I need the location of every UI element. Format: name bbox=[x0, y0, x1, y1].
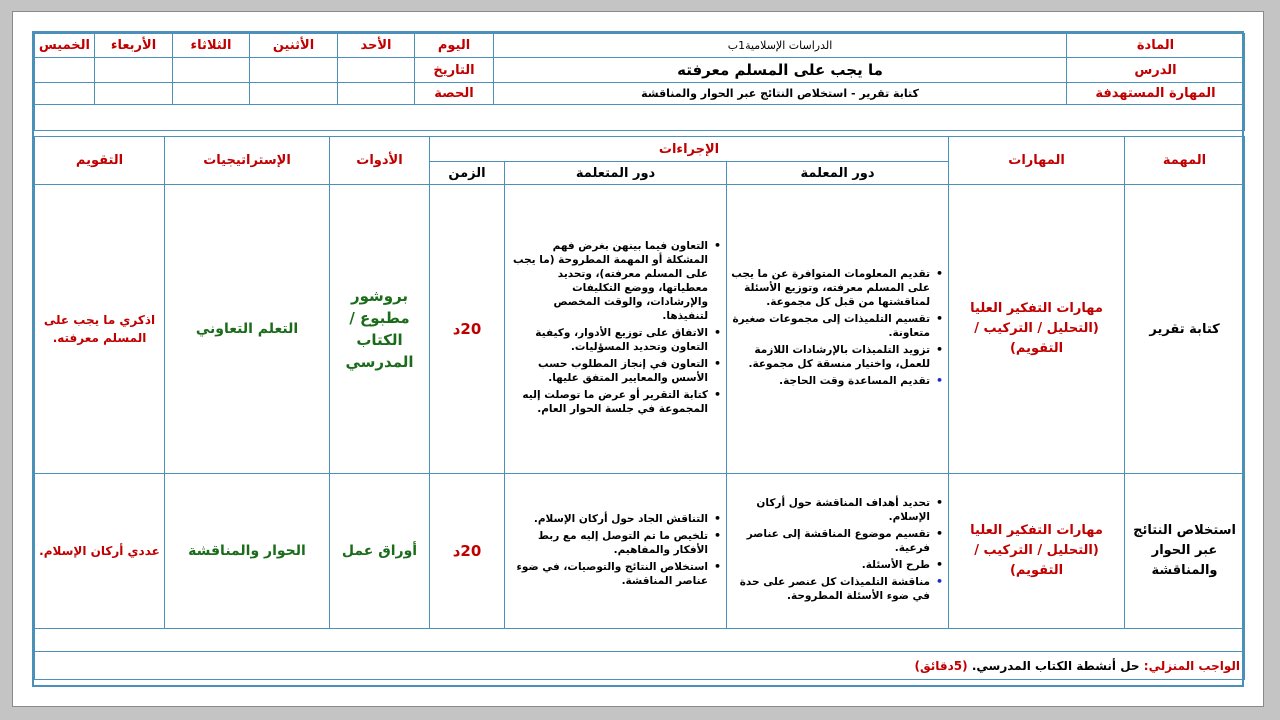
bullet-icon: • bbox=[936, 374, 944, 387]
skills-cell: مهارات التفكير العليا (التحليل / التركيب / التقويم) bbox=[949, 185, 1125, 474]
plan-table bbox=[34, 136, 1245, 680]
list-item: • تقسيم التلميذات إلى مجموعات صغيرة متعاونة. bbox=[732, 312, 944, 339]
list-item: • التعاون في إنجاز المطلوب حسب الأسس والمعايير المتفق عليها. bbox=[538, 357, 722, 384]
list-item: • تلخيص ما تم التوصل إليه مع ربط الأفكار والمفاهيم. bbox=[538, 528, 722, 556]
date-cell-5 bbox=[35, 58, 95, 83]
list-item: • تزويد التلميذات بالإرشادات اللازمة للعمل، واختيار منسقة كل مجموعة. bbox=[748, 343, 944, 370]
col-procedures: الإجراءات bbox=[430, 137, 949, 162]
teacher-role-cell bbox=[727, 185, 949, 474]
assessment-cell: اذكري ما يجب على المسلم معرفته. bbox=[35, 185, 165, 474]
time-cell: 20د bbox=[430, 474, 505, 629]
homework-time: (5دقائق) bbox=[914, 658, 968, 673]
day-label: اليوم bbox=[415, 34, 494, 58]
period-cell-4 bbox=[95, 83, 173, 105]
bullet-icon: • bbox=[936, 496, 944, 509]
bullet-icon: • bbox=[714, 357, 722, 370]
assessment-cell: عددي أركان الإسلام. bbox=[35, 474, 165, 629]
col-strategies: الإستراتيجيات bbox=[165, 137, 330, 185]
tools-cell: أوراق عمل bbox=[330, 474, 430, 629]
period-cell-2 bbox=[250, 83, 338, 105]
list-item: • الاتفاق على توزيع الأدوار، وكيفية التعاون وتحديد المسؤليات. bbox=[535, 326, 722, 353]
teacher-role-cell bbox=[727, 474, 949, 629]
day-monday: الأثنين bbox=[250, 34, 338, 58]
bullet-icon: • bbox=[714, 326, 722, 339]
list-item: • تقديم المساعدة وقت الحاجة. bbox=[779, 374, 944, 387]
tools-cell: بروشور مطبوع / الكتاب المدرسي bbox=[330, 185, 430, 474]
task-cell: استخلاص النتائج عبر الحوار والمناقشة bbox=[1125, 474, 1245, 629]
spacer-row bbox=[35, 105, 1245, 131]
bullet-icon: • bbox=[936, 343, 944, 356]
period-cell-3 bbox=[173, 83, 250, 105]
target-skill-value: كتابة تقرير - استخلاص النتائج عبر الحوار والمناقشة bbox=[494, 83, 1067, 105]
strategy-cell: الحوار والمناقشة bbox=[165, 474, 330, 629]
subject-label: المادة bbox=[1067, 34, 1245, 58]
period-cell-5 bbox=[35, 83, 95, 105]
col-tools: الأدوات bbox=[330, 137, 430, 185]
bullet-icon: • bbox=[936, 312, 944, 325]
homework-text: حل أنشطة الكتاب المدرسي. bbox=[971, 658, 1140, 673]
bullet-icon: • bbox=[936, 527, 944, 540]
table-row bbox=[35, 474, 1245, 629]
date-cell-4 bbox=[95, 58, 173, 83]
lesson-label: الدرس bbox=[1067, 58, 1245, 83]
col-task: المهمة bbox=[1125, 137, 1245, 185]
list-item: • استخلاص النتائج والتوصيات، في ضوء عناصر المناقشة. bbox=[516, 559, 722, 587]
list-item: • طرح الأسئلة. bbox=[861, 558, 944, 571]
list-item: • تقسيم موضوع المناقشة إلى عناصر فرعية. bbox=[746, 527, 944, 554]
subject-value: الدراسات الإسلامية1ب bbox=[494, 34, 1067, 58]
bullet-icon: • bbox=[936, 267, 944, 280]
day-sunday: الأحد bbox=[338, 34, 415, 58]
table-row bbox=[35, 185, 1245, 474]
day-tuesday: الثلاثاء bbox=[173, 34, 250, 58]
student-role-cell bbox=[505, 185, 727, 474]
col-skills: المهارات bbox=[949, 137, 1125, 185]
day-thursday: الخميس bbox=[35, 34, 95, 58]
col-student-role: دور المتعلمة bbox=[505, 162, 727, 185]
date-cell-1 bbox=[338, 58, 415, 83]
skills-cell: مهارات التفكير العليا (التحليل / التركيب / التقويم) bbox=[949, 474, 1125, 629]
bullet-icon: • bbox=[714, 388, 722, 401]
list-item: • مناقشة التلميذات كل عنصر على حدة في ضوء الأسئلة المطروحة. bbox=[739, 575, 944, 602]
col-assessment: التقويم bbox=[35, 137, 165, 185]
date-label: التاريخ bbox=[415, 58, 494, 83]
bullet-icon: • bbox=[936, 575, 944, 588]
homework-row bbox=[35, 652, 1245, 680]
day-wednesday: الأربعاء bbox=[95, 34, 173, 58]
col-teacher-role: دور المعلمة bbox=[727, 162, 949, 185]
time-cell: 20د bbox=[430, 185, 505, 474]
date-cell-2 bbox=[250, 58, 338, 83]
bullet-icon: • bbox=[714, 559, 722, 573]
period-cell-1 bbox=[338, 83, 415, 105]
col-time: الزمن bbox=[430, 162, 505, 185]
target-skill-label: المهارة المستهدفة bbox=[1067, 83, 1245, 105]
spacer-row bbox=[35, 629, 1245, 652]
student-role-cell bbox=[505, 474, 727, 629]
lesson-plan-border bbox=[32, 31, 1244, 687]
list-item: • التناقش الجاد حول أركان الإسلام. bbox=[533, 511, 722, 525]
bullet-icon: • bbox=[936, 558, 944, 571]
list-item: • تقديم المعلومات المتوافرة عن ما يجب على المسلم معرفته، وتوزيع الأسئلة لمناقشتها من قبل كل مجموعة. bbox=[731, 267, 944, 308]
period-label: الحصة bbox=[415, 83, 494, 105]
page-frame bbox=[12, 11, 1264, 707]
list-item: • تحديد أهداف المناقشة حول أركان الإسلام. bbox=[756, 496, 944, 523]
list-item: • التعاون فيما بينهن بغرض فهم المشكلة أو المهمة المطروحة (ما يجب على المسلم معرفته)، وتحديد معطياتها، ووضع التكليفات والإرشادات، والوقت المخصص لتنفيذها. bbox=[513, 239, 722, 322]
task-cell: كتابة تقرير bbox=[1125, 185, 1245, 474]
bullet-icon: • bbox=[714, 511, 722, 525]
date-cell-3 bbox=[173, 58, 250, 83]
bullet-icon: • bbox=[714, 528, 722, 542]
list-item: • كتابة التقرير أو عرض ما توصلت إليه المجموعة في جلسة الحوار العام. bbox=[522, 388, 722, 415]
strategy-cell: التعلم التعاوني bbox=[165, 185, 330, 474]
homework-label: الواجب المنزلي: bbox=[1143, 658, 1241, 673]
bullet-icon: • bbox=[714, 239, 722, 252]
header-table bbox=[34, 33, 1245, 131]
lesson-title: ما يجب على المسلم معرفته bbox=[494, 58, 1067, 83]
